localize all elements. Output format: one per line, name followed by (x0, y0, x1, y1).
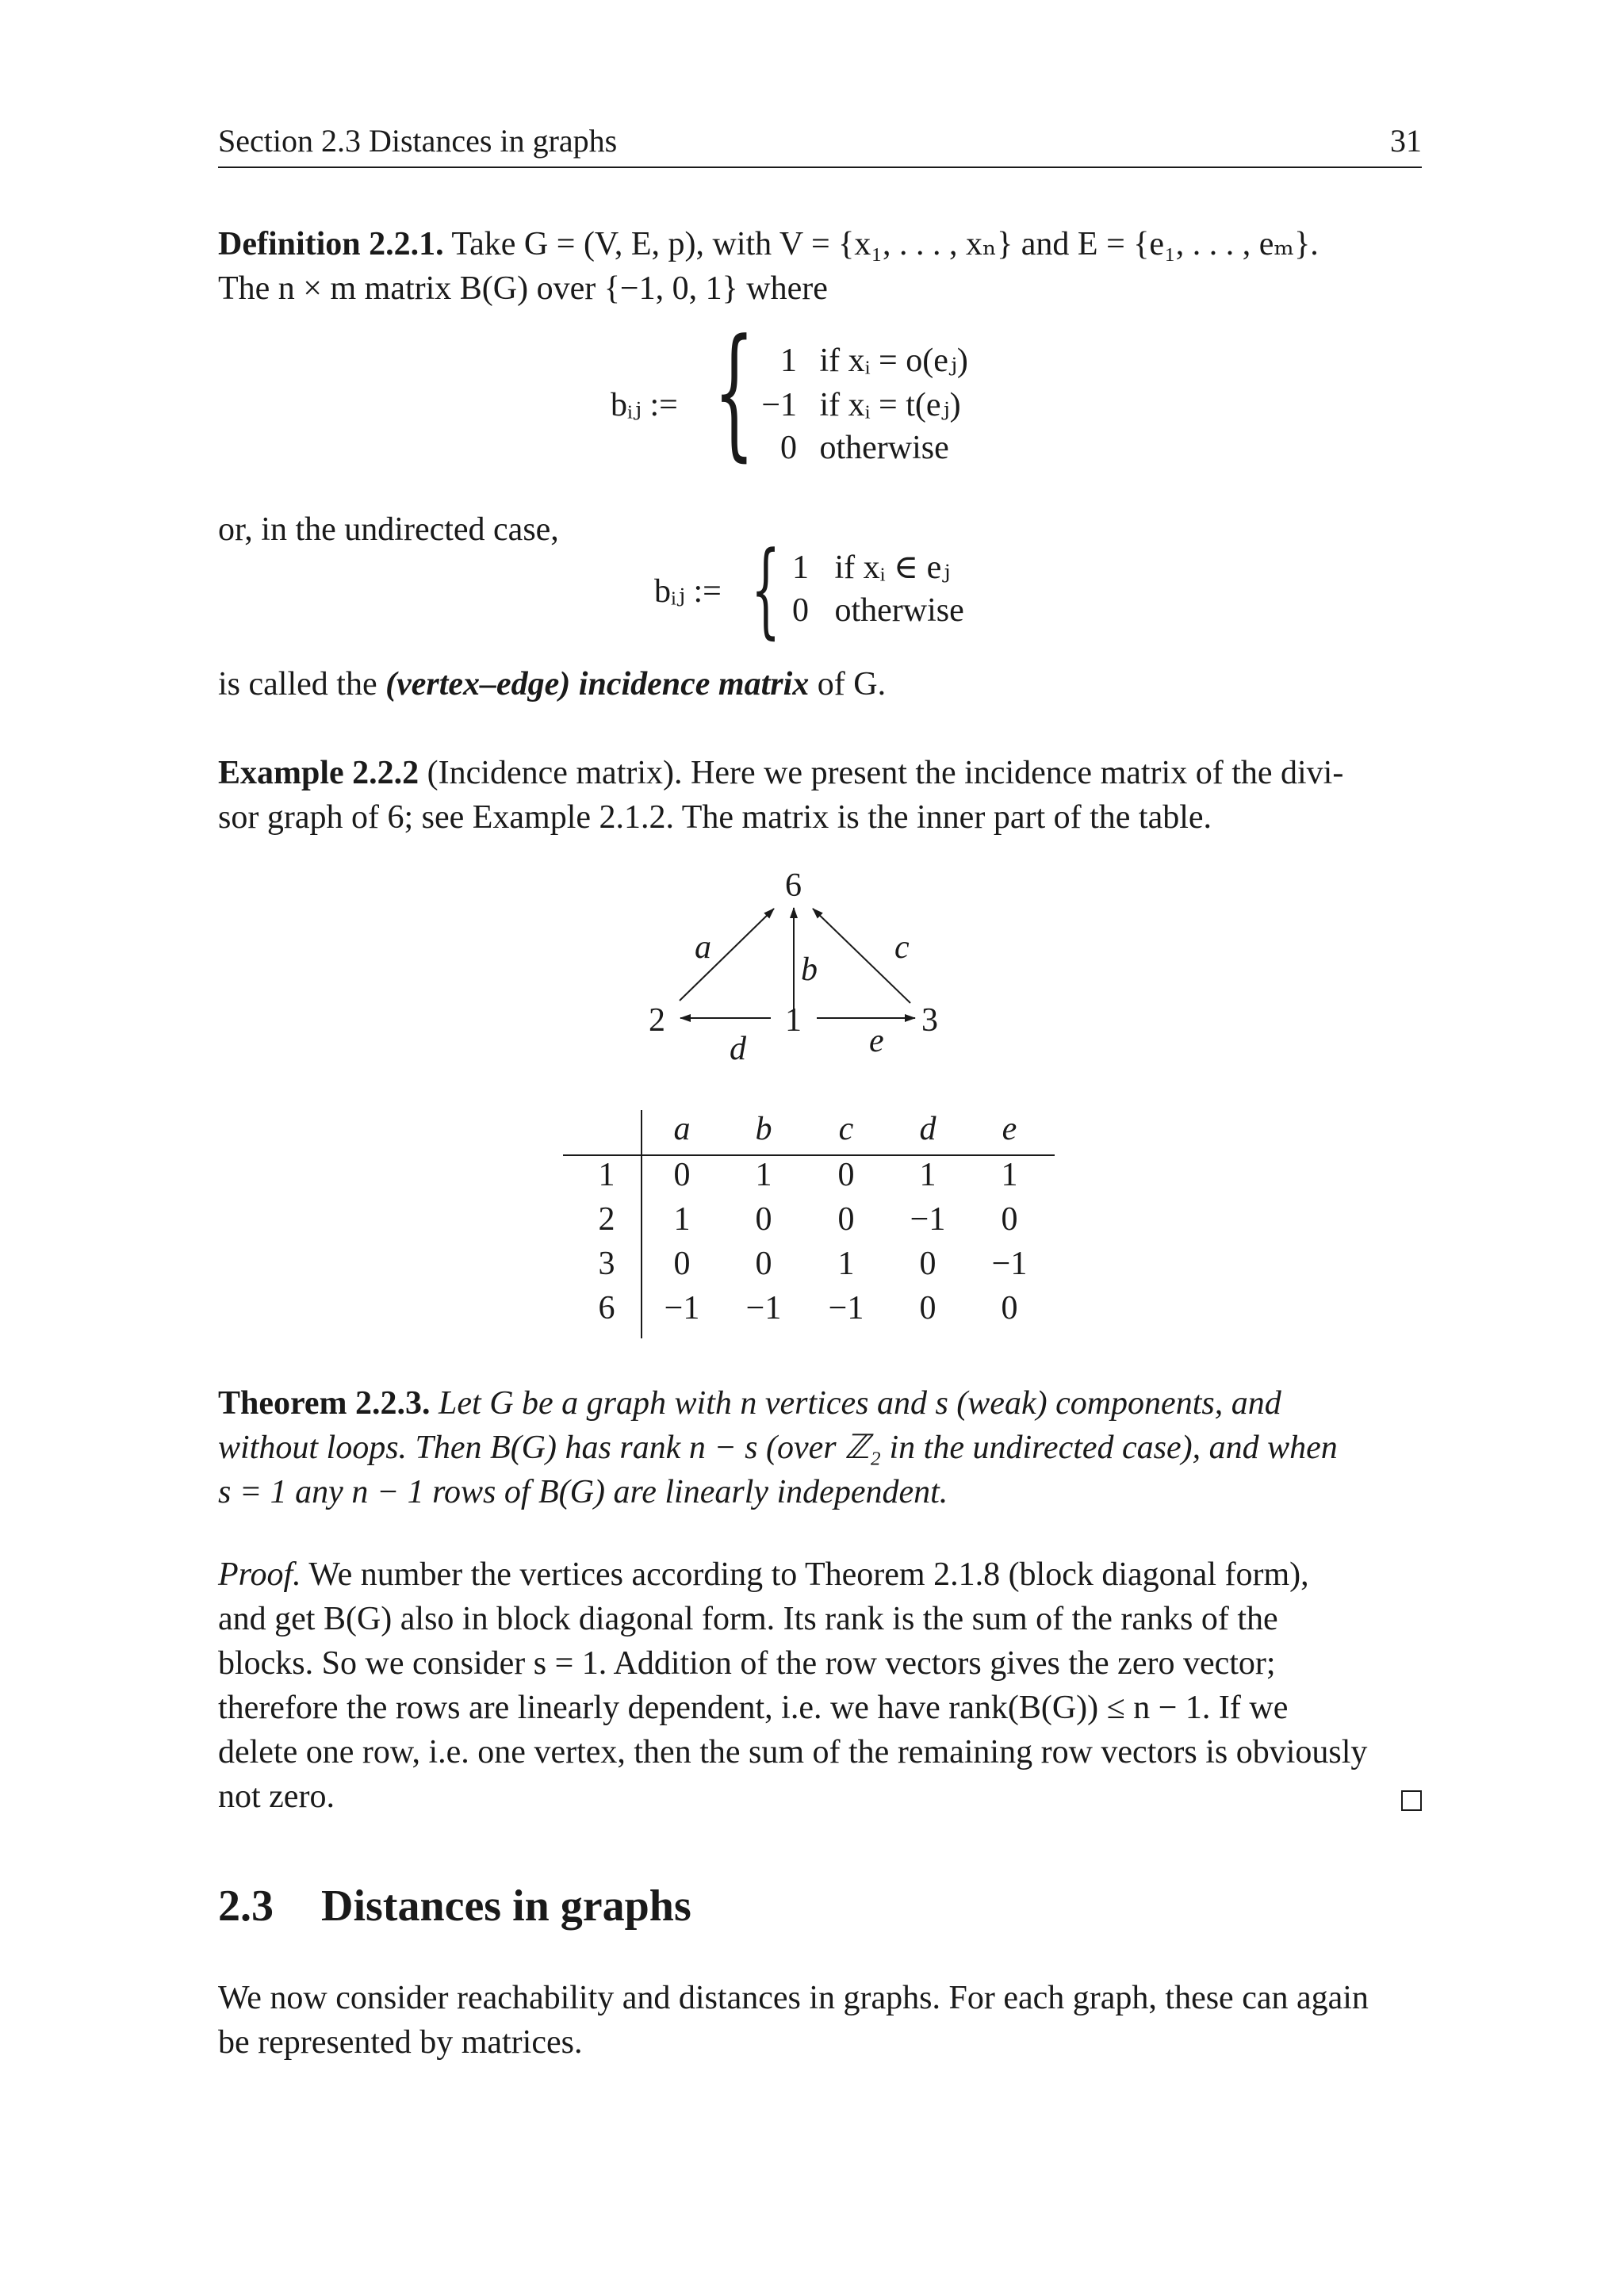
node-3: 3 (921, 1002, 938, 1039)
example-label: Example 2.2.2 (218, 755, 419, 791)
table-cell: 1 (673, 1201, 691, 1238)
incidence-matrix-table (563, 1110, 1055, 1348)
table-header-cell: e (1002, 1111, 1017, 1147)
section-intro-paragraph: We now consider reachability and distances in graphs. For each graph, these can again be represented by matrices. (218, 1980, 1369, 2061)
table-header-cell: a (673, 1111, 691, 1147)
table-cell: 0 (755, 1201, 772, 1238)
divisor-graph-diagram (634, 864, 983, 1086)
table-cell: 0 (1001, 1290, 1018, 1326)
edge-a (680, 909, 774, 1001)
left-brace: { (751, 529, 781, 649)
header-page-number: 31 (1390, 123, 1422, 159)
edge-label-e: e (869, 1023, 884, 1059)
proof-block: Proof. We number the vertices according to Theorem 2.1.8 (block diagonal form), and get B(G) also in block diagonal form. Its rank is the sum of the ranks of the blocks. So we consider s = 1. Addition of the row vectors gives the zero vector; therefore the rows are linearly dependent, i.e. we have rank(B(G)) ≤ n − 1. If we delete one row, i.e. one vertex, then the sum of the remaining row vectors is obviously not zero. (218, 1552, 1422, 1819)
table-cell: −1 (664, 1290, 700, 1326)
section-number: 2.3 (218, 1881, 274, 1931)
table-cell: 1 (755, 1157, 772, 1193)
theorem-2-2-3: Theorem 2.2.3. Let G be a graph with n vertices and s (weak) components, and without loops. Then B(G) has rank n − s (over ℤ₂ in the undirected case), and when s = 1 any n − 1 rows of B(G) are linearly independent. (218, 1385, 1338, 1510)
table-row-label: 2 (598, 1201, 615, 1238)
edge-label-b: b (801, 951, 818, 988)
definition-closing: is called the (vertex–edge) incidence matrix of G. (218, 666, 887, 702)
qed-box-icon (1401, 1790, 1422, 1811)
table-cell: −1 (910, 1201, 946, 1238)
table-row-label: 3 (598, 1246, 615, 1282)
table-cell: −1 (991, 1246, 1028, 1282)
undirected-cases-formula (654, 529, 1051, 649)
directed-case-row: 1 if xᵢ = o(eⱼ) (780, 343, 968, 379)
table-cell: 1 (919, 1157, 936, 1193)
header-section-title: Section 2.3 Distances in graphs (218, 123, 618, 159)
definition-2-2-1 (218, 222, 1422, 311)
node-1: 1 (785, 1002, 802, 1039)
directed-case-row: −1 if xᵢ = t(eⱼ) (761, 387, 961, 423)
definition-label: Definition 2.2.1. (218, 226, 444, 262)
directed-cases-formula (611, 309, 1086, 480)
table-cell: 0 (919, 1246, 936, 1282)
proof-label: Proof. (218, 1556, 301, 1593)
undirected-case-row: 0 otherwise (792, 592, 964, 629)
undirected-intro: or, in the undirected case, (218, 511, 559, 548)
example-2-2-2: Example 2.2.2 (Incidence matrix). Here we present the incidence matrix of the divi- sor graph of 6; see Example 2.1.2. The matrix is the inner part of the table. (218, 755, 1344, 836)
theorem-label: Theorem 2.2.3. (218, 1385, 431, 1422)
definition-statement: Take G = (V, E, p), with V = {x₁, . . . , xₙ} and E = {e₁, . . . , eₘ}. (451, 226, 1319, 262)
edge-label-a: a (695, 929, 711, 966)
table-cell: 0 (1001, 1201, 1018, 1238)
edge-label-c: c (894, 929, 910, 966)
table-row-label: 1 (598, 1157, 615, 1193)
table-cell: 0 (673, 1246, 691, 1282)
table-cell: 0 (837, 1201, 855, 1238)
table-horizontal-rule (563, 1154, 1055, 1156)
undirected-case-row: 1 if xᵢ ∈ eⱼ (792, 549, 951, 586)
node-2: 2 (649, 1002, 665, 1039)
table-cell: −1 (828, 1290, 864, 1326)
definition-line-1 (218, 222, 1422, 266)
left-brace: { (714, 309, 755, 475)
directed-case-row: 0 otherwise (780, 430, 949, 466)
section-heading (218, 1881, 691, 1931)
table-cell: 0 (673, 1157, 691, 1193)
directed-lhs: bᵢⱼ := (611, 387, 678, 423)
section-title: Distances in graphs (321, 1881, 691, 1931)
edge-label-d: d (730, 1031, 746, 1067)
table-cell: 0 (755, 1246, 772, 1282)
undirected-lhs: bᵢⱼ := (654, 573, 722, 610)
table-cell: 0 (919, 1290, 936, 1326)
table-cell: 0 (837, 1157, 855, 1193)
table-header-cell: b (755, 1111, 772, 1147)
table-header-cell: c (838, 1111, 854, 1147)
table-row-label: 6 (598, 1290, 615, 1326)
running-header (218, 119, 1422, 168)
defined-term: (vertex–edge) incidence matrix (385, 666, 810, 702)
table-cell: −1 (745, 1290, 782, 1326)
definition-line-2: The n × m matrix B(G) over {−1, 0, 1} where (218, 270, 828, 307)
table-header-cell: d (919, 1111, 936, 1147)
table-cell: 1 (1001, 1157, 1018, 1193)
node-6: 6 (785, 867, 802, 904)
table-cell: 1 (837, 1246, 855, 1282)
table-vertical-rule (641, 1110, 642, 1338)
